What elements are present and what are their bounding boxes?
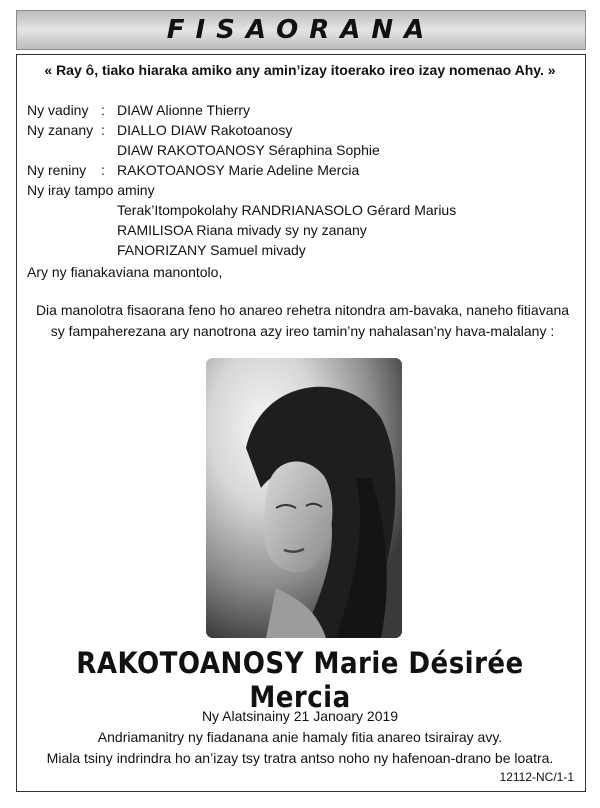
zanany-name-2: DIAW RAKOTOANOSY Séraphina Sophie <box>117 142 380 158</box>
reniny-name: RAKOTOANOSY Marie Adeline Mercia <box>117 162 360 178</box>
footer-date: Ny Alatsinainy 21 Janoary 2019 <box>201 708 399 724</box>
tampo-label: Ny iray tampo aminy <box>27 182 155 198</box>
thanks-message: Dia manolotra fisaorana feno ho anareo rehetra nitondra am-bavaka, naneho fitiavana sy fampaherezana ary nanotrona azy ireo tamin’ny nahalasan’ny hava-malalany : <box>35 302 570 339</box>
reniny-sep: : <box>101 162 105 178</box>
deceased-name: RAKOTOANOSY Marie Désirée Mercia <box>76 646 524 714</box>
vadiny-sep: : <box>101 102 105 118</box>
zanany-label: Ny zanany <box>27 122 94 138</box>
reference-code: 12112-NC/1-1 <box>499 770 574 784</box>
zanany-sep: : <box>101 122 105 138</box>
vadiny-name: DIAW Alionne Thierry <box>117 102 251 118</box>
footer-line-2: Miala tsiny indrindra ho an’izay tsy tratra antso noho ny hafenoan-drano be loatra. <box>46 750 554 766</box>
footer-text <box>20 706 580 769</box>
portrait-photo <box>206 358 402 638</box>
reniny-label: Ny reniny <box>27 162 87 178</box>
tampo-name-3: FANORIZANY Samuel mivady <box>117 242 306 258</box>
tampo-name-1: Terak’Itompokolahy RANDRIANASOLO Gérard Marius <box>117 202 457 218</box>
header-banner <box>16 10 586 50</box>
header-title: FISAORANA <box>166 15 436 45</box>
tampo-name-2: RAMILISOA Riana mivady sy ny zanany <box>117 222 367 238</box>
vadiny-label: Ny vadiny <box>27 102 89 118</box>
fianakaviana-line: Ary ny fianakaviana manontolo, <box>27 264 223 280</box>
footer-line-1: Andriamanitry ny fiadanana anie hamaly fitia anareo tsirairay avy. <box>97 729 503 745</box>
bible-quote: « Ray ô, tiako hiaraka amiko any amin’izay itoerako ireo izay nomenao Ahy. » <box>44 62 556 78</box>
zanany-name-1: DIALLO DIAW Rakotoanosy <box>117 122 293 138</box>
